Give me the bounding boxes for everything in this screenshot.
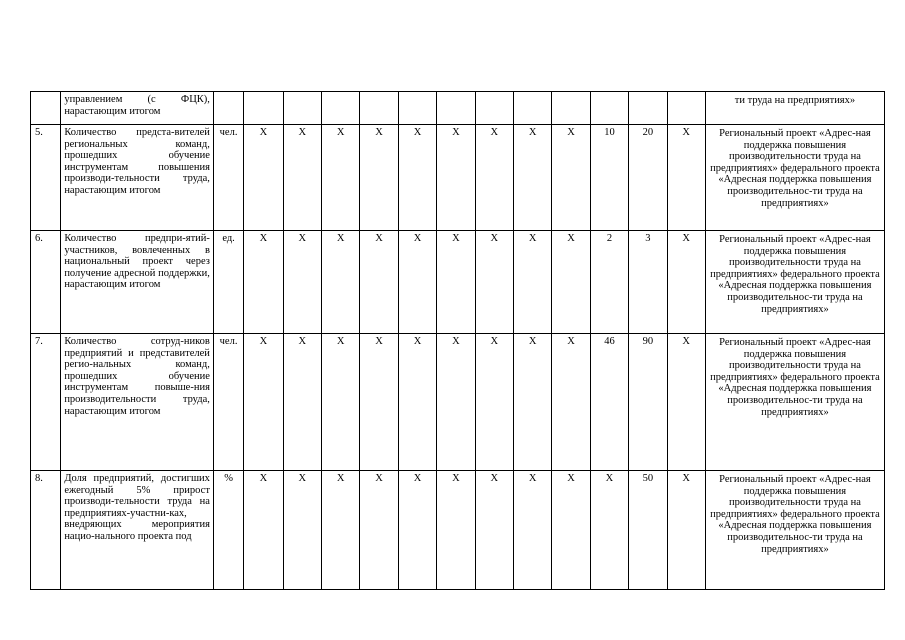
value-cell [667,92,705,125]
value-cell: 90 [629,334,667,471]
table-row [31,471,885,590]
value-cell: X [513,231,551,334]
unit-cell: чел. [213,334,243,471]
value-cell [590,92,628,125]
value-cell: X [513,471,551,590]
indicator-name: управлением (с ФЦК), нарастающим итогом [61,92,214,125]
value-cell: X [475,334,513,471]
row-number: 5. [31,125,61,231]
value-cell: X [244,471,283,590]
value-cell: X [398,125,436,231]
value-cell [360,92,398,125]
value-cell: X [360,334,398,471]
value-cell: X [398,231,436,334]
value-cell [552,92,590,125]
source-project: Региональный проект «Адрес-ная поддержка повышения производительности труда на предприятиях» федерального проекта «Адресная поддержка повышения производительнос-ти труда на предприятиях» [705,471,884,590]
value-cell: X [322,125,360,231]
row-number: 6. [31,231,61,334]
value-cell: X [322,231,360,334]
value-cell: X [437,471,475,590]
value-cell [475,92,513,125]
value-cell: X [244,334,283,471]
value-cell: X [590,471,628,590]
source-project: ти труда на предприятиях» [705,92,884,125]
value-cell: X [475,471,513,590]
indicator-name: Доля предприятий, достигших ежегодный 5% прирост производи-тельности труда на предприятиях-участни-ках, внедряющих мероприятия нацио-нального проекта под [61,471,214,590]
table-row [31,125,885,231]
value-cell: X [360,231,398,334]
value-cell [629,92,667,125]
value-cell: X [437,231,475,334]
value-cell: 50 [629,471,667,590]
value-cell: X [513,125,551,231]
value-cell: X [475,125,513,231]
value-cell: X [513,334,551,471]
value-cell: X [667,334,705,471]
value-cell: X [667,471,705,590]
value-cell: X [437,334,475,471]
table-row [31,92,885,125]
unit-cell [213,92,243,125]
value-cell: X [667,125,705,231]
value-cell: X [283,125,321,231]
value-cell: X [398,471,436,590]
value-cell: X [552,471,590,590]
table-row [31,231,885,334]
value-cell: X [360,471,398,590]
value-cell: X [552,231,590,334]
value-cell: X [552,125,590,231]
unit-cell: ед. [213,231,243,334]
value-cell [398,92,436,125]
value-cell: 46 [590,334,628,471]
source-project: Региональный проект «Адрес-ная поддержка повышения производительности труда на предприятиях» федерального проекта «Адресная поддержка повышения производительнос-ти труда на предприятиях» [705,334,884,471]
value-cell: X [283,334,321,471]
value-cell: X [667,231,705,334]
value-cell: X [360,125,398,231]
unit-cell: % [213,471,243,590]
value-cell: X [437,125,475,231]
value-cell: 20 [629,125,667,231]
row-number: 7. [31,334,61,471]
value-cell: 10 [590,125,628,231]
value-cell: X [244,231,283,334]
value-cell: X [283,231,321,334]
value-cell: 3 [629,231,667,334]
value-cell: X [475,231,513,334]
value-cell [244,92,283,125]
value-cell [283,92,321,125]
indicator-name: Количество предпри-ятий-участников, вовлеченных в национальный проект через получение адресной поддержки, нарастающим итогом [61,231,214,334]
indicators-table [30,91,885,590]
value-cell [437,92,475,125]
value-cell [513,92,551,125]
source-project: Региональный проект «Адрес-ная поддержка повышения производительности труда на предприятиях» федерального проекта «Адресная поддержка повышения производительнос-ти труда на предприятиях» [705,231,884,334]
value-cell: X [322,334,360,471]
value-cell [322,92,360,125]
table-row [31,334,885,471]
value-cell: X [244,125,283,231]
value-cell: X [322,471,360,590]
row-number: 8. [31,471,61,590]
unit-cell: чел. [213,125,243,231]
row-number [31,92,61,125]
value-cell: X [552,334,590,471]
indicator-name: Количество предста-вителей региональных команд, прошедших обучение инструментам повышения производи-тельности труда, нарастающим итогом [61,125,214,231]
value-cell: X [398,334,436,471]
source-project: Региональный проект «Адрес-ная поддержка повышения производительности труда на предприятиях» федерального проекта «Адресная поддержка повышения производительнос-ти труда на предприятиях» [705,125,884,231]
value-cell: 2 [590,231,628,334]
value-cell: X [283,471,321,590]
indicator-name: Количество сотруд-ников предприятий и представителей регио-нальных команд, прошедших обучение инструментам повыше-ния производительности труда, нарастающим итогом [61,334,214,471]
